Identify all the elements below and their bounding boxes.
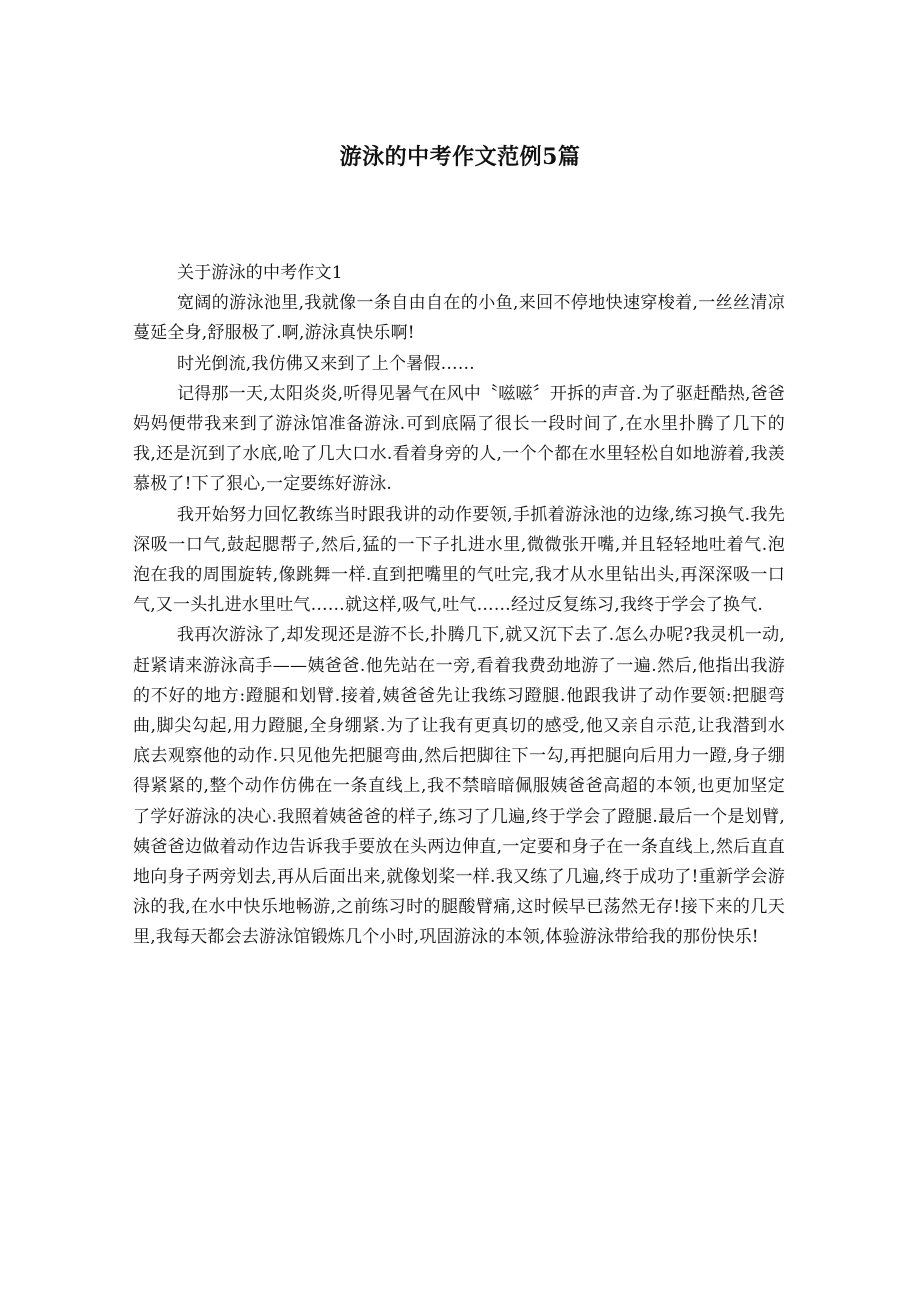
- paragraph: 时光倒流,我仿佛又来到了上个暑假……: [177, 353, 476, 374]
- page-title: 游泳的中考作文范例5篇: [339, 144, 581, 170]
- section-heading: 关于游泳的中考作文1: [177, 263, 343, 283]
- article-body: [133, 258, 785, 953]
- paragraph: 宽阔的游泳池里,我就像一条自由自在的小鱼,来回不停地快速穿梭着,一丝丝清凉蔓延全身,舒服极了.啊,游泳真快乐啊!: [133, 293, 785, 344]
- paragraph: 记得那一天,太阳炎炎,听得见暑气在风中〝嗞嗞〞开拆的声音.为了驱赶酷热,爸爸妈妈便带我来到了游泳馆准备游泳.可到底隔了很长一段时间了,在水里扑腾了几下的我,还是沉到了水底,呛了几大口水.看着身旁的人,一个个都在水里轻松自如地游着,我羡慕极了!下了狠心,一定要练好游泳.: [133, 383, 785, 495]
- paragraph: 我开始努力回忆教练当时跟我讲的动作要领,手抓着游泳池的边缘,练习换气.我先深吸一口气,鼓起腮帮子,然后,猛的一下子扎进水里,微微张开嘴,并且轻轻地吐着气.泡泡在我的周围旋转,像跳舞一样.直到把嘴里的气吐完,我才从水里钻出头,再深深吸一口气,又一头扎进水里吐气……就这样,吸气,吐气……经过反复练习,我终于学会了换气.: [133, 504, 785, 616]
- paragraph: 我再次游泳了,却发现还是游不长,扑腾几下,就又沉下去了.怎么办呢?我灵机一动,赶紧请来游泳高手——姨爸爸.他先站在一旁,看着我费劲地游了一遍.然后,他指出我游的不好的地方:蹬腿和划臂.接着,姨爸爸先让我练习蹬腿.他跟我讲了动作要领:把腿弯曲,脚尖勾起,用力蹬腿,全身绷紧.为了让我有更真切的感受,他又亲自示范,让我潜到水底去观察他的动作.只见他先把腿弯曲,然后把脚往下一勾,再把腿向后用力一蹬,身子绷得紧紧的,整个动作仿佛在一条直线上,我不禁暗暗佩服姨爸爸高超的本领,也更加坚定了学好游泳的决心.我照着姨爸爸的样子,练习了几遍,终于学会了蹬腿.最后一个是划臂,姨爸爸边做着动作边告诉我手要放在头两边伸直,一定要和身子在一条直线上,然后直直地向身子两旁划去,再从后面出来,就像划桨一样.我又练了几遍,终于成功了!重新学会游泳的我,在水中快乐地畅游,之前练习时的腿酸臂痛,这时候早已荡然无存!接下来的几天里,我每天都会去游泳馆锻炼几个小时,巩固游泳的本领,体验游泳带给我的那份快乐!: [133, 625, 785, 948]
